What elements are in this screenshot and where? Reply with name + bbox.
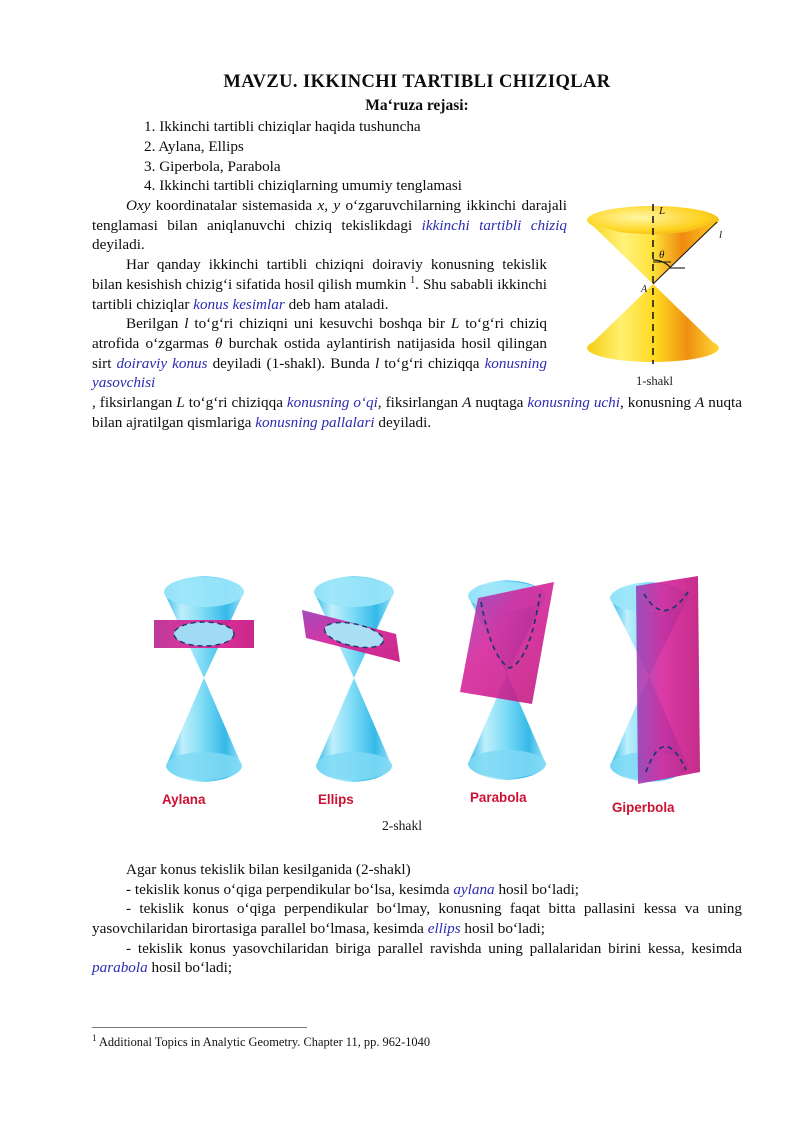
list-item: 4. Ikkinchi tartibli chiziqlarning umumiy tenglamasi: [144, 177, 463, 195]
figure-1-angle-label: θ: [659, 249, 665, 262]
p3-text-e: deyiladi (1-shakl). Bunda: [207, 354, 375, 372]
p3-text-j: nuqtaga: [471, 394, 528, 412]
l-symbol-2: l: [374, 354, 380, 372]
term-parabola: parabola: [92, 959, 148, 977]
double-cone-yellow-svg: [567, 202, 742, 367]
cone-ellipse-svg: [298, 570, 410, 790]
p6-text-a: - tekislik konus o‘qiga perpendikular bo‘lmay, konusning faqat bitta pallasini kessa va uning yasovchilaridan birortasiga parallel bo‘lmasa, kesimda: [92, 900, 742, 938]
list-item: 2. Aylana, Ellips: [144, 137, 244, 155]
p3-text-h: to‘g‘ri chiziqqa: [184, 394, 287, 412]
list-item: 3. Giperbola, Parabola: [144, 157, 281, 175]
footnote-reference: Additional Topics in Analytic Geometry. Chapter 11, pp. 962-1040: [96, 1035, 431, 1050]
p2-text-b: . Shu sababli ikkinchi tartibli chiziqlar: [92, 275, 547, 313]
figure-1-image: [567, 202, 742, 389]
term-konusning-pallalari: konusning pallalari: [255, 413, 375, 431]
p3-text-f: to‘g‘ri chiziqqa: [379, 354, 485, 372]
lecture-plan-subtitle: Ma‘ruza rejasi:: [365, 97, 469, 115]
figure-label-giperbola: Giperbola: [612, 800, 675, 815]
figure-label-ellips: Ellips: [318, 792, 354, 807]
p3-text-c: to‘g‘ri chiziq atrofida o‘zgarmas: [92, 315, 548, 352]
figure-2-caption: 2-shakl: [382, 818, 423, 833]
L-symbol-2: L: [176, 394, 185, 412]
footnote-number: 1: [92, 1033, 97, 1043]
cone-circle-svg: [148, 570, 260, 790]
A-symbol-2: A: [695, 394, 705, 412]
p1-text-b: o‘zgaruvchilarning ikkinchi darajali tenglamasi bilan aniqlanuvchi chiziq tekislikdagi: [92, 197, 567, 234]
document-body: [92, 72, 742, 432]
figure-ellips: [298, 570, 410, 807]
p1-text-c: deyiladi.: [92, 236, 145, 254]
footnote-divider: [92, 1027, 307, 1028]
A-symbol-1: A: [462, 394, 472, 412]
figure-label-parabola: Parabola: [470, 790, 527, 805]
p3-text-b: to‘g‘ri chiziqni uni kesuvchi boshqa bir: [188, 315, 451, 333]
term-konus-kesimlar: konus kesimlar: [193, 295, 285, 313]
figure-aylana: [148, 570, 260, 807]
cone-hyperbola-svg: [592, 572, 710, 794]
xy-symbol: x, y: [317, 197, 341, 215]
term-aylana: aylana: [453, 880, 495, 898]
p3-text-i: , fiksirlangan: [377, 394, 463, 412]
lecture-plan-list: [92, 117, 742, 196]
page-title: MAVZU. IKKINCHI TARTIBLI CHIZIQLAR: [223, 72, 611, 92]
p7-text-a: - tekislik konus yasovchilaridan biriga parallel ravishda uning pallalaridan birini kessa, kesimda: [126, 939, 742, 957]
p6-text-b: hosil bo‘ladi;: [460, 920, 545, 938]
p7-text-b: hosil bo‘ladi;: [147, 959, 233, 977]
figure-1-caption: 1-shakl: [635, 374, 674, 389]
paragraph-doiraviy-konus: [92, 314, 547, 393]
p3-text-g: , fiksirlangan: [92, 394, 177, 412]
p3-text-k: , konusning: [619, 394, 695, 412]
paragraph-aylana-case: [92, 880, 742, 900]
term-doiraviy-konus: doiraviy konus: [116, 354, 208, 372]
p5-text-b: hosil bo‘ladi;: [494, 880, 580, 898]
figure-label-aylana: Aylana: [162, 792, 206, 807]
document-body-lower: [92, 860, 742, 978]
figure-1-apex-label: A: [641, 284, 648, 296]
footnote-marker-inline: 1: [410, 274, 416, 286]
term-konusning-yasovchisi: konusning yasovchisi: [92, 354, 547, 392]
figure-2-container: [130, 566, 710, 836]
p2-text-a: Har qanday ikkinchi tartibli chiziqni doiraviy konusning tekislik bilan kesishish chizig‘i sifatida hosil qilish mumkin: [92, 256, 547, 293]
term-konusning-oqi: konusning o‘qi: [286, 394, 378, 412]
paragraph-parabola-case: [92, 939, 742, 978]
list-item: 1. Ikkinchi tartibli chiziqlar haqida tushuncha: [144, 118, 421, 136]
oxy-symbol: Oxy: [126, 197, 151, 215]
figure-1-container: [567, 202, 742, 389]
p1-text-a: koordinatalar sistemasida: [150, 197, 318, 215]
cone-parabola-svg: [448, 568, 566, 790]
l-symbol-1: l: [184, 315, 189, 333]
figure-giperbola: [592, 572, 710, 815]
paragraph-doiraviy-konus-cont: [92, 393, 742, 432]
p3-text-d: burchak ostida aylantirish natijasida hosil qilingan sirt: [92, 334, 548, 372]
paragraph-agar-konus: Agar konus tekislik bilan kesilganida (2-shakl): [126, 861, 411, 878]
term-ellips: ellips: [427, 920, 461, 938]
term-ikkinchi-tartibli-chiziq: ikkinchi tartibli chiziq: [421, 216, 568, 234]
figure-1-generatrix-label: l: [719, 229, 723, 242]
p3-text-m: deyiladi.: [374, 413, 432, 431]
p2-text-c: deb ham ataladi.: [284, 295, 389, 313]
figure-parabola: [448, 568, 566, 805]
footnote-block: [92, 1027, 742, 1051]
figure-1-axis-label: L: [659, 205, 666, 218]
term-konusning-uchi: konusning uchi: [527, 394, 620, 412]
p3-text-a: Berilgan: [126, 315, 185, 333]
text-with-figure-block: [92, 196, 742, 432]
footnote-text: [92, 1033, 742, 1051]
theta-symbol: θ: [215, 334, 223, 352]
paragraph-konus-kesimlar: [92, 255, 547, 314]
L-symbol-1: L: [450, 315, 460, 333]
p3-text-l: nuqta bilan ajratilgan qismlariga: [92, 394, 742, 431]
paragraph-ellips-case: [92, 899, 742, 938]
p5-text-a: - tekislik konus o‘qiga perpendikular bo‘lsa, kesimda: [126, 880, 454, 898]
